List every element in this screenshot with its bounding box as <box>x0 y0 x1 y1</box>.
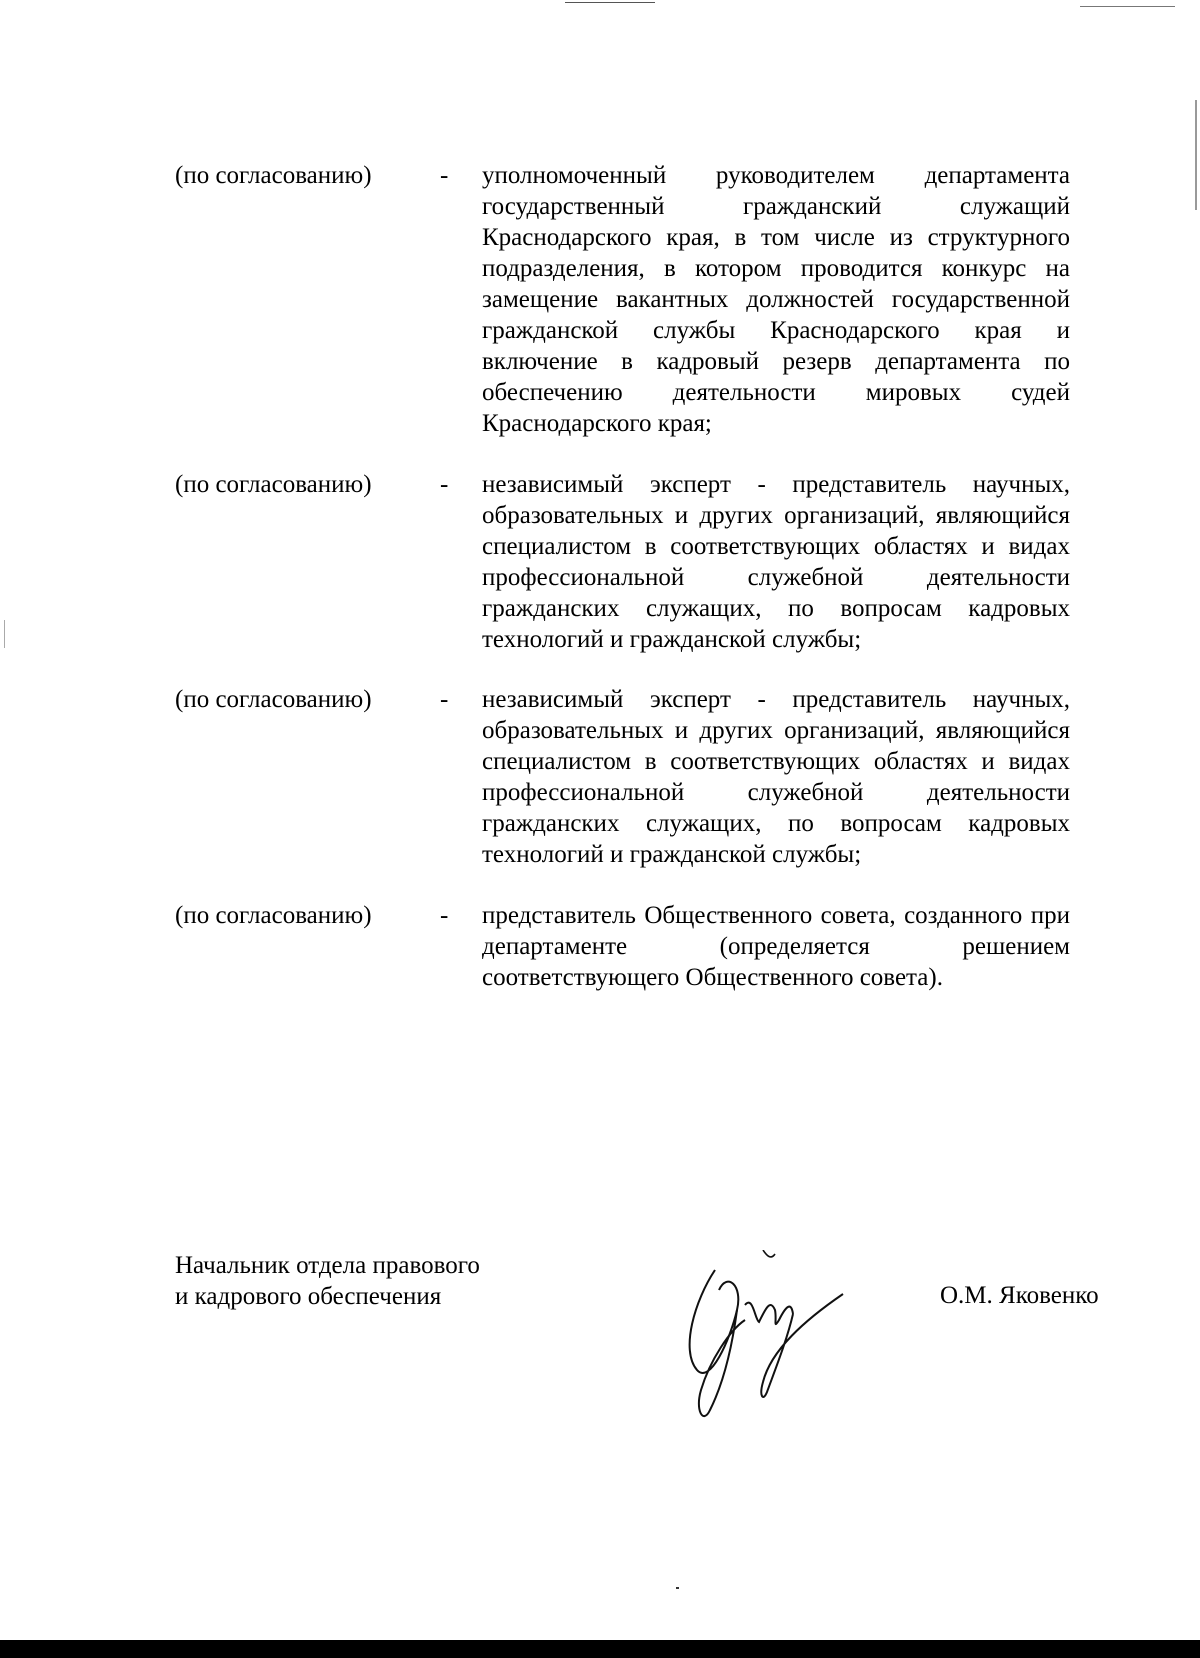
entry-dash: - <box>440 471 449 498</box>
member-description: независимый эксперт - представитель научных, образовательных и других организаций, являющийся специалистом в соответствующих областях и видах профессиональной служебной деятельности гражданских служащих, по вопросам кадровых технологий и гражданской службы; <box>482 471 1070 653</box>
approval-note: (по согласованию) <box>175 902 372 929</box>
scan-artifact-line <box>565 2 655 3</box>
signature-block <box>175 1250 1135 1430</box>
member-entry <box>175 684 1075 870</box>
approval-note: (по согласованию) <box>175 471 372 498</box>
member-entry <box>175 900 1075 993</box>
approval-note: (по согласованию) <box>175 162 372 189</box>
signatory-name: О.М. Яковенко <box>940 1282 1099 1309</box>
entry-dash: - <box>440 902 449 929</box>
member-description: уполномоченный руководителем департамента государственный гражданский служащий Краснодарского края, в том числе из структурного подразделения, в котором проводится конкурс на замещение вакантных должностей государственной гражданской службы Краснодарского края и включение в кадровый резерв департамента по обеспечению деятельности мировых судей Краснодарского края; <box>482 162 1070 437</box>
scan-artifact-bottom-bar <box>0 1640 1200 1658</box>
scan-artifact-line <box>1080 6 1175 7</box>
member-entry <box>175 160 1075 439</box>
signatory-position <box>175 1250 480 1312</box>
entry-dash: - <box>440 162 449 189</box>
member-description: представитель Общественного совета, созданного при департаменте (определяется решением соответствующего Общественного совета). <box>482 902 1070 991</box>
signatory-position-line: и кадрового обеспечения <box>175 1283 442 1310</box>
handwritten-signature <box>675 1250 855 1430</box>
scan-artifact-dot <box>676 1587 679 1589</box>
entry-dash: - <box>440 686 449 713</box>
scan-artifact-edge <box>4 620 5 648</box>
scan-artifact-edge <box>1195 100 1197 210</box>
member-list <box>175 160 1075 1023</box>
approval-note: (по согласованию) <box>175 686 372 713</box>
member-description: независимый эксперт - представитель научных, образовательных и других организаций, являющийся специалистом в соответствующих областях и видах профессиональной служебной деятельности гражданских служащих, по вопросам кадровых технологий и гражданской службы; <box>482 686 1070 868</box>
member-entry <box>175 469 1075 655</box>
signatory-position-line: Начальник отдела правового <box>175 1252 480 1279</box>
